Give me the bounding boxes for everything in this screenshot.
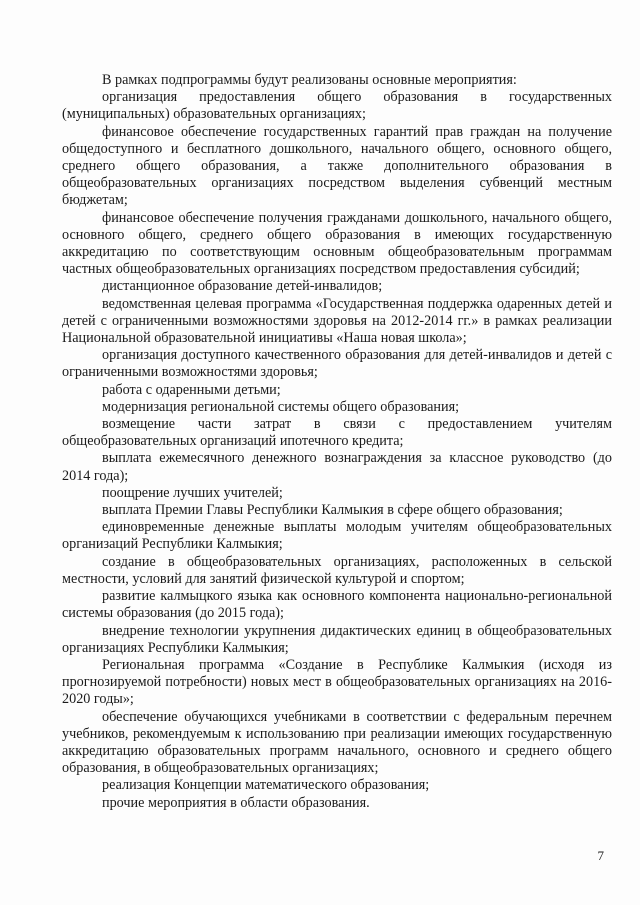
- paragraph-item: модернизация региональной системы общего образования;: [102, 398, 460, 415]
- paragraph-item: финансовое обеспечение получения гражданами дошкольного, начального общего, основного общего, среднего общего образования в имеющих государственную аккредитацию по соответствующим основным общеобразовательным программам частных общеобразовательных организациях посредством предоставления субсидий;: [62, 209, 612, 278]
- paragraph-item: внедрение технологии укрупнения дидактических единиц в общеобразовательных организациях Республики Калмыкия;: [62, 622, 612, 656]
- paragraph-item: прочие мероприятия в области образования.: [102, 794, 370, 811]
- paragraph-item: поощрение лучших учителей;: [102, 484, 283, 501]
- paragraph-item: организация предоставления общего образования в государственных (муниципальных) образовательных организациях;: [62, 89, 612, 123]
- paragraph-item: Региональная программа «Создание в Республике Калмыкия (исходя из прогнозируемой потребности) новых мест в общеобразовательных организациях на 2016-2020 годы»;: [62, 656, 612, 708]
- paragraph-item: выплата ежемесячного денежного вознаграждения за классное руководство (до 2014 года);: [62, 450, 612, 484]
- paragraph-item: обеспечение обучающихся учебниками в соответствии с федеральным перечнем учебников, рекомендуемым к использованию при реализации имеющих государственную аккредитацию образовательных программ начального, основного и среднего общего образования, в общеобразовательных организациях;: [62, 708, 612, 777]
- paragraph-item: развитие калмыцкого языка как основного компонента национально-региональной системы образования (до 2015 года);: [62, 588, 612, 622]
- paragraph-item: ведомственная целевая программа «Государственная поддержка одаренных детей и детей с ограниченными возможностями здоровья на 2012-2014 гг.» в рамках реализации Национальной образовательной инициативы «Наша новая школа»;: [62, 295, 612, 347]
- paragraph-item: единовременные денежные выплаты молодым учителям общеобразовательных организаций Республики Калмыкия;: [62, 519, 612, 553]
- paragraph-item: финансовое обеспечение государственных гарантий прав граждан на получение общедоступного и бесплатного дошкольного, начального общего, основного общего, среднего общего образования, а также дополнительного образования в общеобразовательных организациях посредством выделения субвенций местным бюджетам;: [62, 123, 612, 209]
- paragraph-item: выплата Премии Главы Республики Калмыкия в сфере общего образования;: [102, 502, 563, 519]
- paragraph-item: реализация Концепции математического образования;: [102, 777, 430, 794]
- paragraph-item: дистанционное образование детей-инвалидов;: [102, 278, 383, 295]
- paragraph-item: создание в общеобразовательных организациях, расположенных в сельской местности, условий для занятий физической культурой и спортом;: [62, 553, 612, 587]
- paragraph-intro: В рамках подпрограммы будут реализованы основные мероприятия:: [102, 72, 517, 88]
- paragraph-item: работа с одаренными детьми;: [102, 381, 281, 398]
- document-body: [62, 72, 612, 812]
- page-number: 7: [597, 848, 604, 863]
- paragraph-item: возмещение части затрат в связи с предоставлением учителям общеобразовательных организаций ипотечного кредита;: [62, 416, 612, 450]
- paragraph-item: организация доступного качественного образования для детей-инвалидов и детей с ограниченными возможностями здоровья;: [62, 347, 612, 381]
